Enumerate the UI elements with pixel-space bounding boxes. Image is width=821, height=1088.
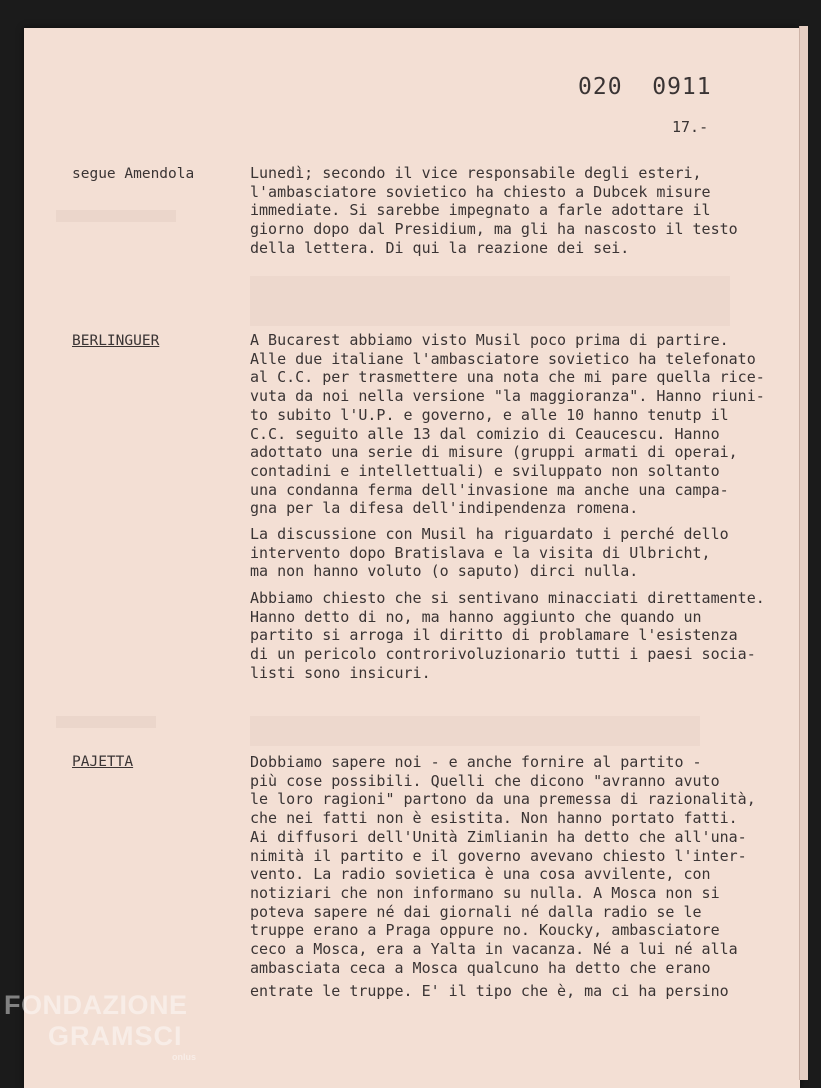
fondazione-gramsci-watermark [4,990,196,1062]
document-number: 020 0911 [578,74,712,100]
show-through-mark [250,716,700,746]
paragraph-berlinguer-1: A Bucarest abbiamo visto Musil poco prima di partire. Alle due italiane l'ambasciatore sovietico ha telefonato al C.C. per trasmettere una nota che mi pare quella rice- vuta da noi nella versione "la maggioranza". Hanno riuni- to subito l'U.P. e governo, e alle 10 hanno tenutp il C.C. seguito alle 13 dal comizio di Ceaucescu. Hanno adottato una serie di misure (gruppi armati di operai, contadini e intellettuali) e sviluppato non soltanto una condanna ferma dell'invasione ma anche una campa- gna per la difesa dell'indipendenza romena. [250,331,765,518]
paragraph-amendola: Lunedì; secondo il vice responsabile degli esteri, l'ambasciatore sovietico ha chiesto a Dubcek misure immediate. Si sarebbe impegnato a farle adottare il giorno dopo dal Presidium, ma gli ha nascosto il testo della lettera. Di qui la reazione dei sei. [250,164,738,257]
paragraph-pajetta-2: entrate le truppe. E' il tipo che è, ma ci ha persino [250,982,729,1000]
show-through-mark [56,210,176,222]
watermark-line-3: onlus [172,1052,196,1062]
paragraph-pajetta-1: Dobbiamo sapere noi - e anche fornire al partito - più cose possibili. Quelli che dicono "avranno avuto le loro ragioni" partono da una premessa di razionalità, che nei fatti non è esistita. Non hanno portato fatti. Ai diffusori dell'Unità Zimlianin ha detto che all'una- nimità il partito e il governo avevano chiesto l'inter- vento. La radio sovietica è una cosa avvilente, con notiziari che non informano su nulla. A Mosca non si poteva sapere né dai giornali né dalla radio se le truppe erano a Praga oppure no. Koucky, ambasciatore ceco a Mosca, era a Yalta in vacanza. Né a lui né alla ambasciata ceca a Mosca qualcuno ha detto che erano [250,753,756,977]
page-number: 17.- [672,118,709,136]
speaker-label-pajetta: PAJETTA [72,754,134,770]
paper-edge [799,26,808,1080]
watermark-line-2: GRAMSCI [48,1021,183,1051]
watermark-line-1: FONDAZIONE [4,990,188,1020]
paragraph-berlinguer-2: La discussione con Musil ha riguardato i perché dello intervento dopo Bratislava e la visita di Ulbricht, ma non hanno voluto (o saputo) dirci nulla. [250,525,729,581]
paragraph-berlinguer-3: Abbiamo chiesto che si sentivano minacciati direttamente. Hanno detto di no, ma hanno aggiunto che quando un partito si arroga il diritto di problamare l'esistenza di un pericolo controrivoluzionario tutti i paesi socia- listi sono insicuri. [250,589,765,682]
show-through-mark [250,276,730,326]
show-through-mark [56,716,156,728]
speaker-label-berlinguer: BERLINGUER [72,333,160,349]
speaker-label-amendola: segue Amendola [72,166,195,182]
